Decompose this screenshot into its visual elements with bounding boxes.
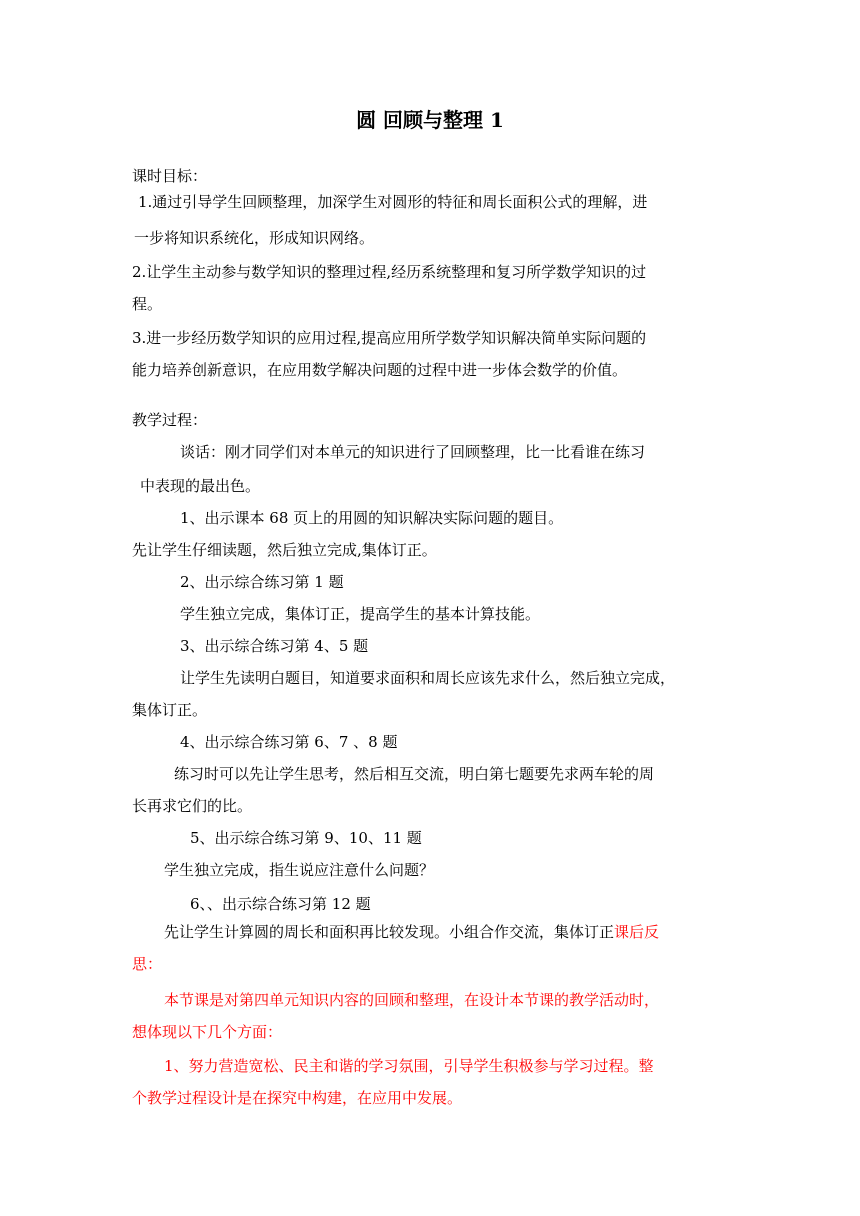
process-line-with-reflection-label	[164, 922, 659, 942]
objective-line: 能力培养创新意识，在应用数学解决问题的过程中进一步体会数学的价值。	[132, 361, 628, 379]
objective-line: 一步将知识系统化，形成知识网络。	[134, 229, 375, 247]
objectives-heading: 课时目标：	[132, 167, 208, 185]
objective-line: 程。	[132, 295, 163, 313]
process-line: 6、、出示综合练习第 12 题	[190, 895, 371, 913]
process-line: 长再求它们的比。	[132, 797, 253, 815]
reflection-label: 课后反	[614, 923, 660, 941]
process-line: 中表现的最出色。	[140, 477, 261, 495]
process-heading: 教学过程：	[132, 411, 208, 429]
process-line: 4、出示综合练习第 6、7 、8 题	[180, 733, 398, 751]
process-line: 先让学生计算圆的周长和面积再比较发现。小组合作交流，集体订正	[164, 923, 615, 941]
reflection-line: 1、努力营造宽松、民主和谐的学习氛围，引导学生积极参与学习过程。整	[164, 1057, 654, 1075]
reflection-line: 个教学过程设计是在探究中构建，在应用中发展。	[132, 1089, 463, 1107]
reflection-label-continued: 思：	[132, 955, 163, 973]
process-line: 学生独立完成，指生说应注意什么问题？	[164, 861, 435, 879]
process-line: 5、出示综合练习第 9、10、11 题	[190, 829, 422, 847]
process-line: 学生独立完成，集体订正，提高学生的基本计算技能。	[180, 605, 541, 623]
document-title: 圆 回顾与整理 1	[356, 108, 504, 132]
process-line: 集体订正。	[132, 701, 208, 719]
process-line: 先让学生仔细读题，然后独立完成,集体订正。	[132, 541, 437, 559]
process-line: 3、出示综合练习第 4、5 题	[180, 637, 369, 655]
process-line: 1、出示课本 68 页上的用圆的知识解决实际问题的题目。	[180, 509, 564, 527]
objective-line: 1.通过引导学生回顾整理，加深学生对圆形的特征和周长面积公式的理解，进	[138, 193, 648, 211]
process-line: 谈话：刚才同学们对本单元的知识进行了回顾整理，比一比看谁在练习	[180, 443, 646, 461]
objective-line: 3.进一步经历数学知识的应用过程,提高应用所学数学知识解决简单实际问题的	[132, 329, 647, 347]
process-line: 让学生先读明白题目，知道要求面积和周长应该先求什么，然后独立完成，	[180, 669, 676, 687]
reflection-line: 想体现以下几个方面：	[132, 1023, 283, 1041]
reflection-line: 本节课是对第四单元知识内容的回顾和整理，在设计本节课的教学活动时，	[164, 991, 660, 1009]
objective-line: 2.让学生主动参与数学知识的整理过程,经历系统整理和复习所学数学知识的过	[132, 263, 647, 281]
process-line: 练习时可以先让学生思考，然后相互交流，明白第七题要先求两车轮的周	[174, 765, 655, 783]
process-line: 2、出示综合练习第 1 题	[180, 573, 344, 591]
